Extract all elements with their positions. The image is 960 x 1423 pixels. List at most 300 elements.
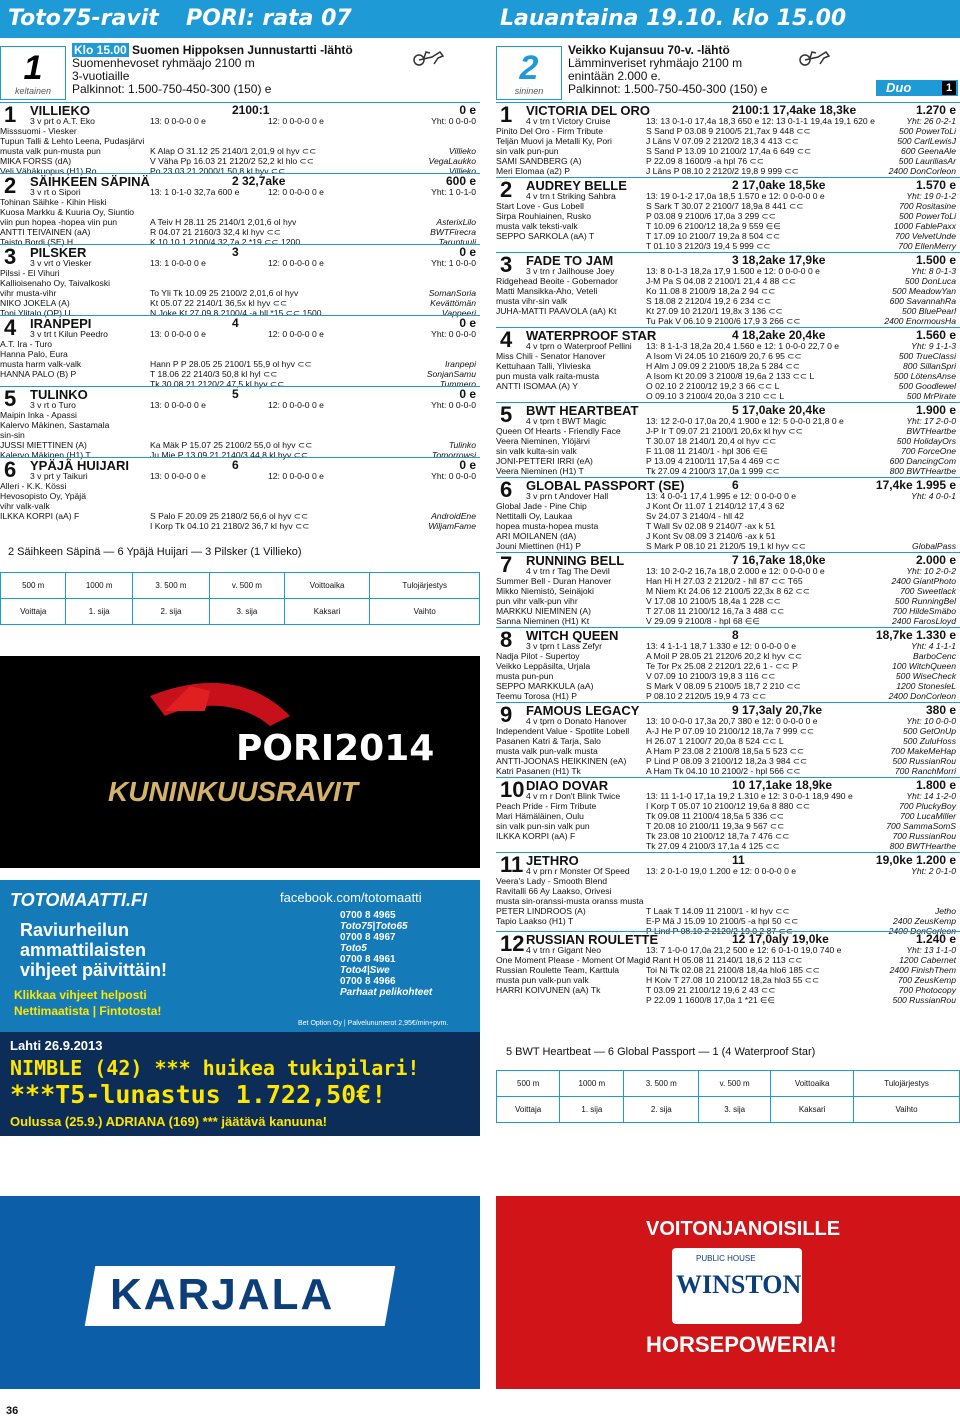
facebook-link[interactable]: facebook.com/totomaatti [280, 890, 422, 905]
horse-row [0, 481, 480, 491]
winner: 500 GetOnUp [902, 726, 956, 736]
row-text: Tohinan Säihke - Kihin Hiski [0, 197, 107, 207]
horse-row [496, 821, 960, 831]
phone-label: Toto4|Swe [340, 965, 390, 976]
stats-13: 13: 0 0-0-0 0 e [150, 471, 206, 481]
horse-row [496, 146, 960, 156]
winner: 700 Photocopy [898, 985, 956, 995]
horse-row [496, 221, 960, 231]
winner: Yht: 9 1-1-3 [911, 341, 956, 351]
winner: 700 SammaSomS [886, 821, 956, 831]
row-text: Jouni Miettinen (H1) P [496, 541, 582, 551]
row-text: Miss Chili - Senator Hanover [496, 351, 606, 361]
horse-start: 5 [232, 387, 239, 401]
horse-number: 6 [500, 477, 513, 502]
horse-number: 4 [500, 327, 513, 352]
stats-12: 12: 0 0-0-0 0 e [268, 116, 324, 126]
horse-start: 2 32,7ake [232, 174, 286, 188]
row-text: Veikko Leppäsilta, Urjala [496, 661, 591, 671]
karjala-logo: KARJALA [110, 1270, 335, 1319]
row-text: Kalervo Mäkinen, Sastamala [0, 420, 110, 430]
horse-row [496, 566, 960, 576]
horse-row [0, 136, 480, 146]
horse-row [496, 456, 960, 466]
winner: 700 Sweetlack [900, 586, 956, 596]
stats-13: 13: 1 0-0-0 0 e [150, 258, 206, 268]
duo-number: 1 [942, 81, 956, 95]
row-text: Start Love - Gus Lobell [496, 201, 584, 211]
horse-row [496, 231, 960, 241]
horse-pedigree [0, 187, 480, 197]
totomaatti-ad[interactable] [0, 880, 480, 1032]
horse-breed: 3 v prt y Taikuri [30, 471, 88, 481]
res-col: 500 m [1, 573, 66, 599]
horse-start: 8 [732, 628, 739, 642]
race-type: Suomenhevoset ryhmäajo 2100 m [72, 56, 255, 70]
race-record: P 13.09 4 2100/11 17,5a 4 469 ⊂⊂ [646, 456, 781, 466]
horse-prize: 1.240 e [915, 932, 956, 946]
phone: 0700 8 4967 [340, 932, 396, 943]
row-text: 4 v tprn o Waterproof Pellini [526, 341, 632, 351]
race-record: A Ham Tk 04.10 10 2100/2 - hpl 566 ⊂⊂ [646, 766, 801, 776]
race-2-result-table [496, 1070, 960, 1123]
horse-breed: 3 v trt t Kilun Peedro [30, 329, 108, 339]
phone-label: Toto5 [340, 943, 367, 954]
winner: Villieko [448, 146, 476, 156]
horse-name: FADE TO JAM [526, 253, 614, 268]
horse-prize: 0 e [459, 316, 476, 330]
horse-prize: 0 e [459, 387, 476, 401]
horse-row [496, 886, 960, 896]
winston-ad[interactable] [496, 1196, 960, 1389]
totomaatti-logo: TOTOMAATTI.FI [10, 890, 147, 910]
duo-label: Duo [886, 80, 912, 95]
horse-entry [496, 102, 960, 177]
race-record: Ko 11.08 8 2100/9 18,2a 2 94 ⊂⊂ [646, 286, 776, 296]
race-record: P 03.08 9 2100/6 17,0a 3 299 ⊂⊂ [646, 211, 776, 221]
horse-row [496, 661, 960, 671]
horse-entry [496, 177, 960, 252]
row-text: Global Jade - Pine Chip [496, 501, 587, 511]
winner: 700 PluckyBoy [899, 801, 956, 811]
winner: 2400 ZeusKemp [892, 916, 956, 926]
horse-name: GLOBAL PASSPORT (SE) [526, 478, 685, 493]
horse-row [0, 440, 480, 450]
race-record: J Kont Ör 11.07 1 2140/12 17,4 3 62 [646, 501, 785, 511]
race-record: H 26.07 1 2100/7 20,0a 8 524 ⊂⊂ L [646, 736, 784, 746]
horse-row [496, 995, 960, 1005]
winner: 1200 Cabernet [899, 955, 956, 965]
race-record: S Palo F 20.09 25 2180/2 56,6 ol hyv ⊂⊂ [150, 511, 309, 521]
horse-row [496, 286, 960, 296]
horse-row [496, 541, 960, 551]
horse-row [496, 896, 960, 906]
winner: 500 DonLuca [904, 276, 956, 286]
horse-row [496, 876, 960, 886]
winner: 600 DancingCom [889, 456, 956, 466]
row-text: Sanna Nieminen (H1) Kt [496, 616, 590, 626]
sulky-icon [798, 48, 832, 66]
winner: 700 EllenMerry [898, 241, 956, 251]
winner: BWTHeartbe [906, 426, 956, 436]
race-record: 13: 10 2-0-2 16,7a 18,0 2.000 e 12: 0 0-0-0 0 e [646, 566, 825, 576]
winner: 2400 FinishThem [889, 965, 956, 975]
row-text: Katri Pasanen (H1) Tk [496, 766, 581, 776]
horse-entry [0, 244, 480, 318]
row-text: hopea musta-hopea musta [496, 521, 599, 531]
race-record: J Kont Sv 08.09 3 2140/6 -ax k 51 [646, 531, 776, 541]
horse-row [496, 241, 960, 251]
horse-row [496, 985, 960, 995]
res-col: Vaihto [854, 1097, 960, 1123]
horse-name: TULINKO [30, 387, 88, 402]
stats-13: 13: 0 0-0-0 0 e [150, 116, 206, 126]
phone: 0700 8 4961 [340, 954, 396, 965]
row-text: musta pun-pun [496, 671, 554, 681]
row-text: 3 v tprn t Lass Zefyr [526, 641, 602, 651]
winner: 700 RussianRou [892, 831, 956, 841]
horse-row [496, 691, 960, 701]
horse-row [496, 371, 960, 381]
row-text: 4 v trn t Victory Cruise [526, 116, 611, 126]
race-record: 13: 12 2-0-0 17,0a 20,4 1.900 e 12: 5 0-0-0 21,8 0 e [646, 416, 844, 426]
race-record: K 10.10 1 2100/4 32,7a 2 *19 ⊂⊂ 1200 [150, 237, 301, 247]
row-text: ANTTI TEIVAINEN (aA) [0, 227, 91, 237]
horse-start: 6 [232, 458, 239, 472]
phone-list [340, 910, 432, 998]
oulussa-line: Oulussa (25.9.) ADRIANA (169) *** jäätävä kanuuna! [10, 1114, 327, 1129]
horse-row [496, 586, 960, 596]
horse-row [0, 156, 480, 166]
horse-row [496, 116, 960, 126]
pori-ad[interactable] [0, 656, 480, 868]
row-text: One Moment Please - Moment Of Magic [496, 955, 650, 965]
res-col: v. 500 m [699, 1071, 771, 1097]
horse-row [496, 426, 960, 436]
horse-number: 1 [4, 102, 17, 127]
horse-entry [496, 702, 960, 777]
horse-row [0, 278, 480, 288]
horse-pedigree [0, 400, 480, 410]
winner: 700 ForceOne [901, 446, 956, 456]
race-record: T 20.08 10 2100/11 19,3a 9 567 ⊂⊂ [646, 821, 785, 831]
horse-name: WITCH QUEEN [526, 628, 619, 643]
race-record: T 30.07 18 2140/1 20,4 ol hyv ⊂⊂ [646, 436, 777, 446]
row-text: 4 v rn r Don't Blink Twice [526, 791, 621, 801]
stats-total: Yht: 0 0-0-0 [431, 471, 476, 481]
row-text: ANTTI-JOONAS HEIKKINEN (eA) [496, 756, 627, 766]
winner: 500 Goodlewel [898, 381, 956, 391]
winner: 500 RussianRou [892, 756, 956, 766]
winner: Vappeeri [441, 308, 476, 318]
horse-row [0, 521, 480, 531]
row-text: sin valk kulta-sin valk [496, 446, 577, 456]
res-col: Voittaja [497, 1097, 560, 1123]
ad-line: vihjeet päivittäin! [20, 960, 168, 980]
race-record: M Niem Kt 24.06 12 2100/5 22,3x 8 62 ⊂⊂ [646, 586, 810, 596]
row-text: Ravitalli 66 Ay Laakso, Orivesi [496, 886, 612, 896]
horse-entry [496, 327, 960, 402]
row-text: vihr valk-valk [0, 501, 50, 511]
winner: Villieko [448, 166, 476, 176]
horse-start: 9 17,3aly 20,7ke [732, 703, 823, 717]
race-record: S Sand P 03.08 9 2100/5 21,7ax 9 448 ⊂⊂ [646, 126, 811, 136]
horse-row [496, 466, 960, 476]
winner: 500 LötensAnse [893, 371, 956, 381]
page-number: 36 [6, 1405, 19, 1417]
horse-row [496, 436, 960, 446]
row-text: Kalervo Mäkinen (H1) T [0, 450, 91, 460]
race-prizes: Palkinnot: 1.500-750-450-300 (150) e [72, 82, 272, 96]
horse-row [496, 965, 960, 975]
race-record: 13: 10 0-0-0 17,3a 20,7 380 e 12: 0 0-0-0 0 e [646, 716, 818, 726]
race-number-badge [496, 46, 562, 100]
stats-12: 12: 0 0-0-0 0 e [268, 329, 324, 339]
winner: Yht: 10 2-0-2 [906, 566, 956, 576]
race-type: Lämminveriset ryhmäajo 2100 m [568, 56, 743, 70]
race-info [568, 44, 767, 96]
horse-start: 3 18,2ake 17,9ke [732, 253, 826, 267]
row-text: Tupun Talli & Lehto Leena, Pudasjärvi [0, 136, 145, 146]
winner: 700 ZeusKemp [897, 975, 956, 985]
race-record: J-P Ir T 09.07 21 2100/1 20,6x kl hyv ⊂⊂ [646, 426, 803, 436]
row-text: Hanna Palo, Eura [0, 349, 68, 359]
race-number-badge [0, 46, 66, 100]
horse-row [496, 416, 960, 426]
race-record: T 17.09 10 2100/7 19,2a 8 504 ⊂⊂ [646, 231, 781, 241]
row-text: MARKKU NIEMINEN (A) [496, 606, 592, 616]
horse-row [496, 351, 960, 361]
row-text: Peach Pride - Firm Tribute [496, 801, 597, 811]
duo-badge [876, 80, 958, 96]
winston-logo: WINSTON [676, 1270, 802, 1299]
horse-start: 11 [732, 853, 745, 867]
race-record: T 18.06 22 2140/3 50,8 kl hyl ⊂⊂ [150, 369, 278, 379]
row-text: Pinito Del Oro - Firm Tribute [496, 126, 603, 136]
ad-line: Klikkaa vihjeet helposti [14, 988, 147, 1002]
race-record: K Alap O 31.12 25 2140/1 2,01,9 ol hyv ⊂⊂ [150, 146, 317, 156]
race-record: Te Tor Px 25.08 2 2120/1 22,6 1 - ⊂⊂ P [646, 661, 798, 671]
horse-row [496, 746, 960, 756]
race-record: N Joke Kt 27.09 8 2100/4 -a hll *15 ⊂⊂ 1500 [150, 308, 322, 318]
row-text: sin valk pun-sin valk pun [496, 821, 590, 831]
row-text: Taisto Bordi (SE) H [0, 237, 74, 247]
row-text: JONI-PETTERI IRRI (eA) [496, 456, 593, 466]
horse-start: 7 16,7ake 18,0ke [732, 553, 826, 567]
res-col: Tulojärjestys [854, 1071, 960, 1097]
horse-entry [496, 477, 960, 552]
horse-row [496, 521, 960, 531]
karjala-ad[interactable] [0, 1196, 480, 1389]
horse-row [496, 945, 960, 955]
res-col: 1. sija [66, 599, 132, 625]
winner: 500 RunningBel [894, 596, 956, 606]
horse-row [496, 736, 960, 746]
race-age: 3-vuotiaille [72, 69, 130, 83]
horse-pedigree [0, 116, 480, 126]
horse-start: 4 18,2ake 20,4ke [732, 328, 826, 342]
stats-13: 13: 1 0-1-0 32,7a 600 e [150, 187, 240, 197]
row-text: Kettuhaan Talli, Ylivieska [496, 361, 591, 371]
horse-row [0, 359, 480, 369]
row-text: Veli Vähäkuopus (H1) Ro [0, 166, 97, 176]
horse-number: 11 [500, 852, 524, 877]
horse-row [496, 606, 960, 616]
horse-row [496, 306, 960, 316]
race-record: V 07.09 10 2100/3 19,8 3 116 ⊂⊂ [646, 671, 776, 681]
res-col: 3. sija [210, 599, 285, 625]
winner: 2400 FarosLloyd [891, 616, 956, 626]
horse-number: 7 [500, 552, 513, 577]
winner: 1000 FablePaxx [893, 221, 956, 231]
horse-prize: 1.900 e [915, 403, 956, 417]
row-text: Pasanen Katri & Tarja, Salo [496, 736, 601, 746]
race-record: P Lind P 08.10 2 2120/2 19,0 2 87 ⊂⊂ [646, 926, 793, 936]
horse-entry [496, 552, 960, 627]
row-text: 4 v tprn o Donato Hanover [526, 716, 627, 726]
stats-total: Yht: 1 0-0-0 [431, 258, 476, 268]
horse-row [0, 501, 480, 511]
winner: AsterixLilo [436, 217, 476, 227]
winner: Yht: 19 0-1-2 [906, 191, 956, 201]
horse-row [496, 491, 960, 501]
row-text: HANNA PALO (B) P [0, 369, 77, 379]
horse-prize: 1.270 e [915, 103, 956, 117]
winner: 500 MrPirate [906, 391, 956, 401]
lahti-ad[interactable] [0, 1032, 480, 1136]
res-col: Kaksari [284, 599, 370, 625]
horse-prize: 1.800 e [915, 778, 956, 792]
stats-12: 12: 0 0-0-0 0 e [268, 471, 324, 481]
row-text: 4 v trn t Striking Sahbra [526, 191, 616, 201]
race-record: A Isom Kt 20.09 3 2100/8 19,6a 2 133 ⊂⊂ L [646, 371, 815, 381]
res-col: 500 m [497, 1071, 560, 1097]
horse-entry [0, 386, 480, 460]
race-record: Tk 23.08 10 2100/12 18,7a 7 476 ⊂⊂ [646, 831, 790, 841]
stats-total: Yht: 0 0-0-0 [431, 116, 476, 126]
stats-13: 13: 0 0-0-0 0 e [150, 329, 206, 339]
row-text: Hevosopisto Oy, Ypäjä [0, 491, 86, 501]
winner: 1200 StonesleL [896, 681, 956, 691]
row-text: sin-sin [0, 430, 25, 440]
horse-row [496, 975, 960, 985]
horse-row [496, 501, 960, 511]
race-record: V Väha Pp 16.03 21 2120/2 52,2 kl hlo ⊂⊂ [150, 156, 314, 166]
row-text: HARRI KOIVUNEN (aA) Tk [496, 985, 601, 995]
track-title: PORI: rata 07 [186, 6, 352, 31]
race-record: Kt 27.09 10 2120/1 19,8x 3 136 ⊂⊂ [646, 306, 783, 316]
row-text: Veera Nieminen, Ylöjärvi [496, 436, 590, 446]
horse-name: DIAO DOVAR [526, 778, 609, 793]
horse-row [496, 191, 960, 201]
row-text: Ridgehead Beoite - Gobernador [496, 276, 618, 286]
horse-entry [0, 315, 480, 389]
race-record: 13: 7 1-0-0 17,0a 21,2 500 e 12: 6 0-1-0 19,0 740 e [646, 945, 842, 955]
horse-name: WATERPROOF STAR [526, 328, 657, 343]
horse-number: 10 [500, 777, 525, 802]
row-text: musta harm valk-valk [0, 359, 82, 369]
winner: BWTFirecra [430, 227, 476, 237]
race-record: J Rant H 05.08 11 2140/1 18,6 2 113 ⊂⊂ [646, 955, 803, 965]
horse-entry [496, 252, 960, 327]
horse-row [496, 916, 960, 926]
horse-entry [496, 931, 960, 1006]
res-col: 3. 500 m [624, 1071, 699, 1097]
horse-row [0, 420, 480, 430]
row-text: Kuosa Markku & Kuuria Oy, Siuntio [0, 207, 135, 217]
winner: 500 HolidayOrs [896, 436, 956, 446]
winner: Iranpepi [444, 359, 476, 369]
race-2-header [496, 44, 960, 102]
row-text: Summer Bell - Duran Hanover [496, 576, 612, 586]
horse-name: RUSSIAN ROULETTE [526, 932, 659, 947]
race-record: J-M Pa S 04.08 2 2100/1 21,4 4 88 ⊂⊂ [646, 276, 797, 286]
horse-row [0, 217, 480, 227]
winner: Kevättömän [430, 298, 476, 308]
race-record: Sv 24.07 3 2140/4 - hll 42 [646, 511, 744, 521]
race-record: J Läns P 08.10 2 2120/2 19,8 9 999 ⊂⊂ [646, 166, 799, 176]
t5-line: ***T5-lunastus 1.722,50€! [10, 1080, 387, 1109]
race-record: J Läns V 07.09 2 2120/2 18,3 4 413 ⊂⊂ [646, 136, 799, 146]
winner: 500 PowerToLi [898, 126, 956, 136]
betoption-note: Bet Option Oy | Palvelunumerot 2,95€/min+pvm. [298, 1020, 449, 1027]
race-record: Tk 09.08 11 2100/4 18,5a 5 336 ⊂⊂ [646, 811, 784, 821]
horse-row [496, 726, 960, 736]
race-number: 2 [519, 49, 539, 87]
race-record: A Teiv H 28.11 25 2140/1 2,01,6 ol hyv [150, 217, 297, 227]
race-1-result-table [0, 572, 480, 625]
row-text: pun vihr valk-pun vihr [496, 596, 578, 606]
horse-entry [496, 777, 960, 852]
horse-row [496, 756, 960, 766]
race-prizes: Palkinnot: 1.500-750-450-300 (150) e [568, 82, 768, 96]
race-record: 13: 19 0-1-2 17,0a 18,5 1.570 e 12: 0 0-0-0 0 e [646, 191, 825, 201]
horse-row [0, 197, 480, 207]
horse-number: 5 [500, 402, 513, 427]
horse-number: 9 [500, 702, 513, 727]
race-record: 13: 13 0-1-0 17,4a 18,3 650 e 12: 13 0-1-1 19,4a 19,1 620 e [646, 116, 875, 126]
horse-entry [0, 102, 480, 176]
winner: Tomorrowsi [431, 450, 476, 460]
row-text: Veera Nieminen (H1) T [496, 466, 584, 476]
winner: 700 VelvetUnde [895, 231, 956, 241]
row-text: sin valk pun-pun [496, 146, 559, 156]
winner: 500 TrueClassi [898, 351, 956, 361]
row-text: PETER LINDROOS (A) [496, 906, 586, 916]
row-text: Nettitalli Oy, Laukaa [496, 511, 573, 521]
horse-entry [496, 627, 960, 702]
horse-breed: 3 v vrt o Viesker [30, 258, 92, 268]
race-record: P 22.09 8 1600/9 -a hpl 76 ⊂⊂ [646, 156, 764, 166]
horse-row [496, 446, 960, 456]
race-record: Toi Ni Tk 02.08 21 2100/8 18,4a hlo6 185 ⊂⊂ [646, 965, 820, 975]
row-text: Teemu Torosa (H1) P [496, 691, 578, 701]
race-record: T 01.10 3 2120/3 19,4 5 999 ⊂⊂ [646, 241, 771, 251]
horse-row [0, 369, 480, 379]
horse-entry [0, 173, 480, 247]
race-record: P 22.09 1 1600/8 17,0a 1 *21 ∈∈ [646, 995, 776, 1005]
race-record: P Lind P 08.09 3 2100/12 18,2a 3 984 ⊂⊂ [646, 756, 808, 766]
winner: 500 PowerToLi [898, 211, 956, 221]
horse-name: RUNNING BELL [526, 553, 625, 568]
horse-prize: 18,7ke 1.330 e [875, 628, 956, 642]
res-col: 1000 m [560, 1071, 624, 1097]
winner: Yht: 26 0-2-1 [906, 116, 956, 126]
winner: 600 SavannahRa [889, 296, 956, 306]
winner: Yht: 14 1-2-0 [906, 791, 956, 801]
race-2-horses [496, 102, 960, 1006]
horse-row [496, 201, 960, 211]
